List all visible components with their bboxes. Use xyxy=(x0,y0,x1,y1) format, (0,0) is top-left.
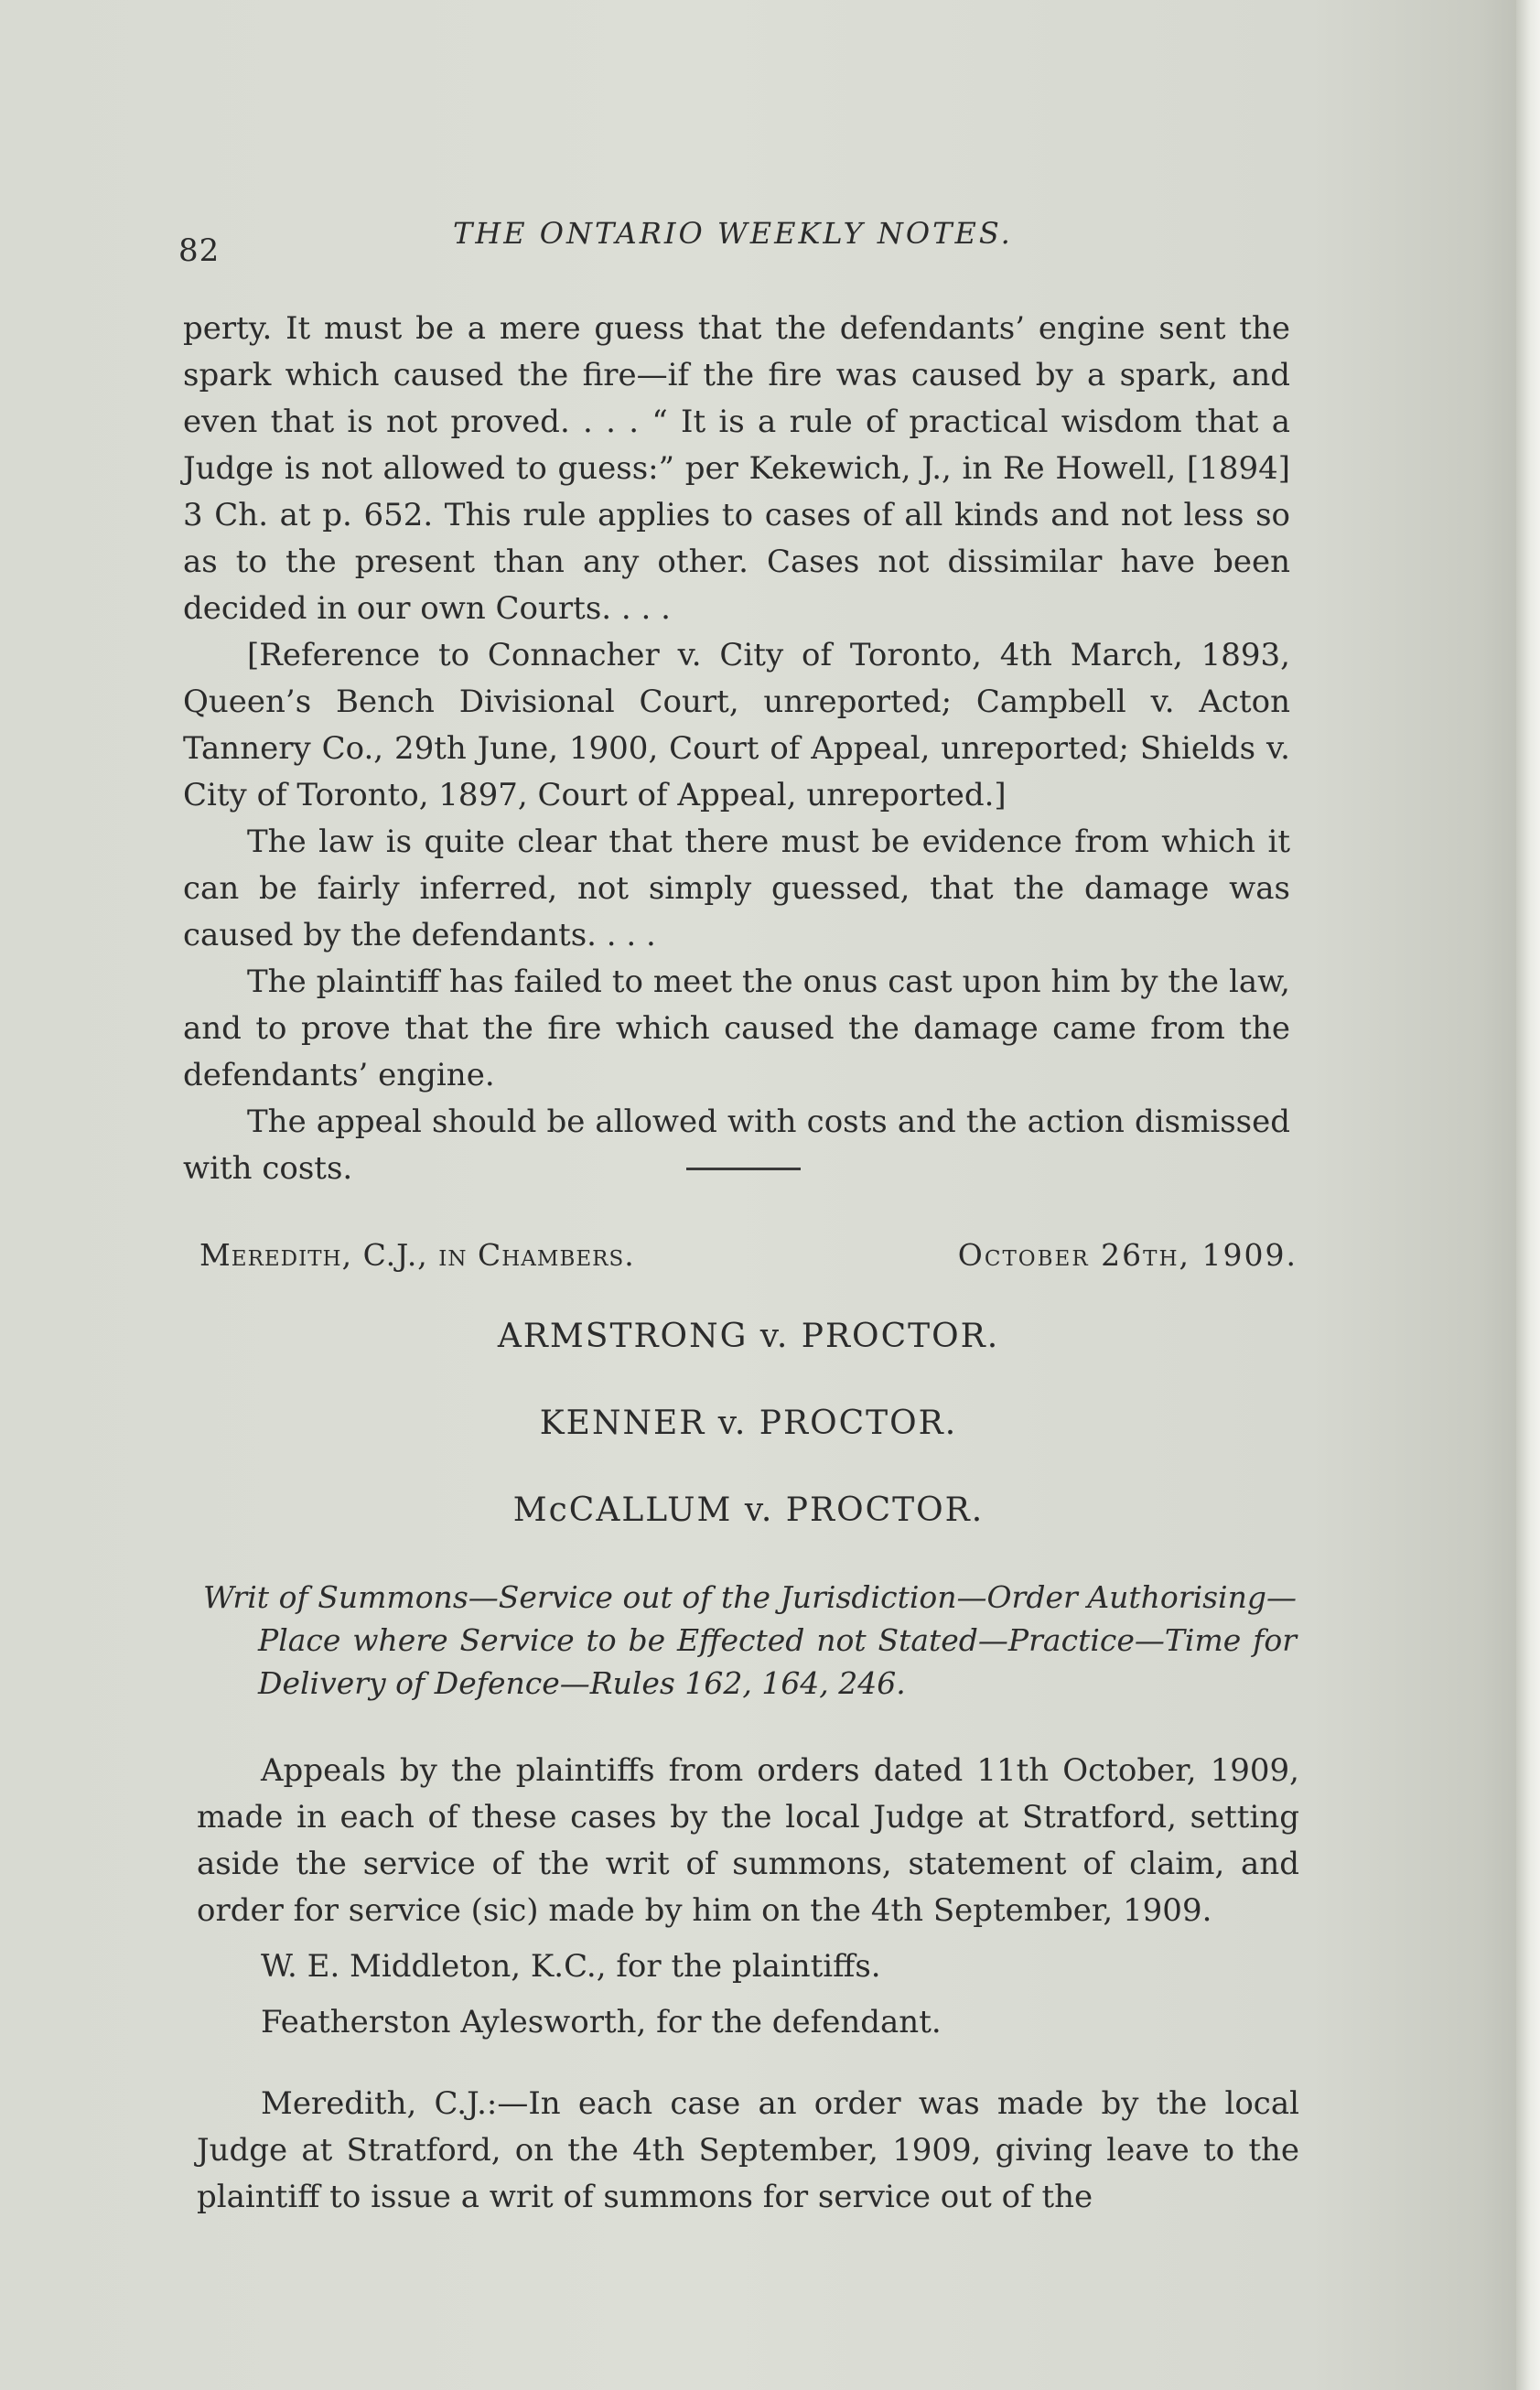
page-edge xyxy=(1516,0,1540,2390)
case-title-mccallum: McCALLUM v. PROCTOR. xyxy=(512,1491,985,1529)
decision-date: October 26th, 1909. xyxy=(957,1237,1298,1273)
page-number: 82 xyxy=(178,232,221,269)
counsel-plaintiffs: W. E. Middleton, K.C., for the plaintiffs. xyxy=(261,1948,881,1985)
section-divider xyxy=(686,1168,801,1170)
paragraph-continuation: perty. It must be a mere guess that the defendants’ engine sent the spark which caused the fire—if the fire was caused by a spark, and even that is not proved. . . . “ It is a rule of practical wisdom that a Judge is not allowed to guess:” per Kekewich, J., in Re Howell, [1894] 3 Ch. at p. 652. This rule applies to cases of all kinds and not less so as to the present than any other. Cases not dissimilar have been decided in our own Courts. . . . xyxy=(183,310,1290,627)
paragraph-appeal: The appeal should be allowed with costs and the action dismissed with costs. xyxy=(183,1103,1290,1187)
body-text-top xyxy=(183,306,1290,1192)
paragraph-law: The law is quite clear that there must be evidence from which it can be fairly inferred, not simply guessed, that the damage was caused by the defendants. . . . xyxy=(183,824,1290,953)
paragraph-onus: The plaintiff has failed to meet the onus cast upon him by the law, and to prove that the fire which caused the damage came from the defendants’ engine. xyxy=(183,964,1290,1093)
court-line xyxy=(199,1237,1298,1283)
case-title-kenner: KENNER v. PROCTOR. xyxy=(539,1405,958,1442)
judge-in-chambers: Meredith, C.J., in Chambers. xyxy=(199,1237,635,1273)
body-text-bottom xyxy=(197,1748,1299,2221)
paragraph-reference: [Reference to Connacher v. City of Toronto, 4th March, 1893, Queen’s Bench Divisional Court, unreported; Campbell v. Acton Tannery Co., 29th June, 1900, Court of Appeal, unreported; Shields v. City of Toronto, 1897, Court of Appeal, unreported.] xyxy=(183,637,1290,813)
page-header xyxy=(178,216,1295,271)
paragraph-judgment: Meredith, C.J.:—In each case an order was made by the local Judge at Stratford, on the 4th September, 1909, giving leave to the plaintiff to issue a writ of summons for service out of the xyxy=(197,2085,1299,2215)
running-head: THE ONTARIO WEEKLY NOTES. xyxy=(453,216,1013,251)
counsel-defendant: Featherston Aylesworth, for the defendant. xyxy=(261,2004,942,2040)
headnote: Writ of Summons—Service out of the Jurisdiction—Order Authorising—Place where Service to be Effected not Stated—Practice—Time for Delivery of Defence—Rules 162, 164, 246. xyxy=(203,1579,1297,1701)
paragraph-appeals: Appeals by the plaintiffs from orders dated 11th October, 1909, made in each of these cases by the local Judge at Stratford, setting aside the service of the writ of summons, statement of claim, and order for service (sic) made by him on the 4th September, 1909. xyxy=(197,1752,1299,1929)
case-title-armstrong: ARMSTRONG v. PROCTOR. xyxy=(497,1318,1000,1355)
